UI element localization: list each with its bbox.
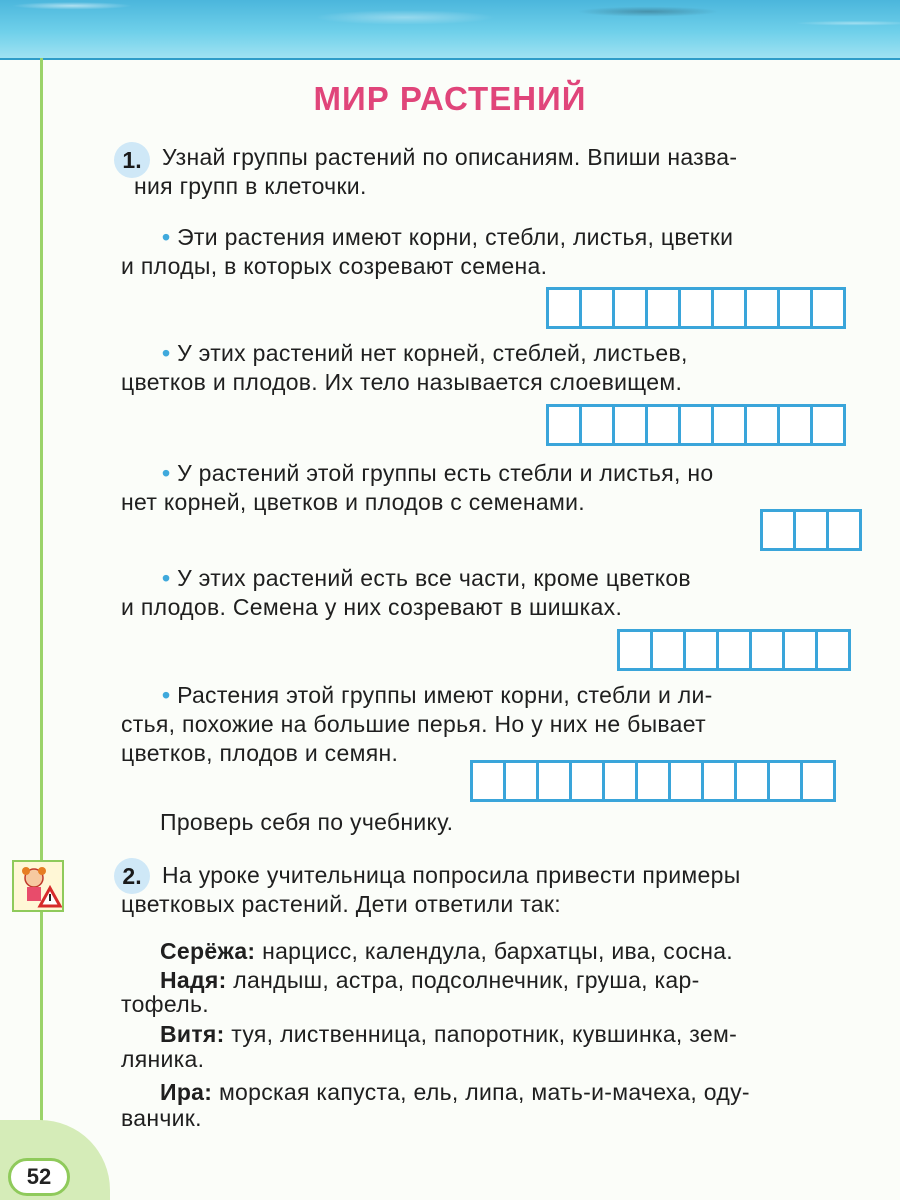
answer-cell[interactable] — [767, 763, 800, 799]
answer-text: морская капуста, ель, липа, мать-и-мачеха, оду- — [218, 1079, 750, 1105]
answer-cell[interactable] — [793, 512, 826, 548]
answer-text: ландыш, астра, подсолнечник, груша, кар- — [233, 967, 700, 993]
answer-text: туя, лиственница, папоротник, кувшинка, зем- — [231, 1021, 738, 1047]
answer-cell[interactable] — [650, 632, 683, 668]
bullet-icon: • — [162, 460, 171, 486]
answer-cell[interactable] — [549, 290, 579, 326]
answer-cell[interactable] — [602, 763, 635, 799]
description-4-line2: и плодов. Семена у них созревают в шишках. — [121, 594, 623, 620]
answer-seryozha — [160, 937, 733, 966]
bullet-icon: • — [162, 340, 171, 366]
description-3-line2: нет корней, цветков и плодов с семенами. — [121, 489, 585, 515]
task-1-number: 1. — [114, 142, 150, 178]
answer-cells-4[interactable] — [617, 629, 851, 671]
task-1-prompt-line1: Узнай группы растений по описаниям. Впиши назва- — [162, 144, 738, 170]
answer-cells-5[interactable] — [470, 760, 836, 802]
answer-cell[interactable] — [744, 407, 777, 443]
answer-cell[interactable] — [612, 407, 645, 443]
answer-cells-2[interactable] — [546, 404, 846, 446]
answer-cell[interactable] — [777, 407, 810, 443]
answer-cell[interactable] — [734, 763, 767, 799]
answer-cell[interactable] — [549, 407, 579, 443]
description-3-text: У растений этой группы есть стебли и листья, но — [177, 460, 714, 486]
task-2-prompt-line2: цветковых растений. Дети ответили так: — [121, 891, 561, 917]
answer-cell[interactable] — [763, 512, 793, 548]
description-5-line1 — [162, 681, 713, 710]
answer-cell[interactable] — [645, 407, 678, 443]
answer-cell[interactable] — [711, 290, 744, 326]
description-1-line2: и плоды, в которых созревают семена. — [121, 253, 548, 279]
answer-cell[interactable] — [744, 290, 777, 326]
answer-cell[interactable] — [826, 512, 859, 548]
answer-vitya-line2: ляника. — [121, 1046, 205, 1072]
header-banner — [0, 0, 900, 60]
description-1-text: Эти растения имеют корни, стебли, листья, цветки — [177, 224, 734, 250]
answer-cell[interactable] — [701, 763, 734, 799]
margin-line — [40, 58, 43, 1168]
bullet-icon: • — [162, 565, 171, 591]
answer-nadya-line2: тофель. — [121, 991, 209, 1017]
answer-cell[interactable] — [749, 632, 782, 668]
answer-cell[interactable] — [579, 407, 612, 443]
answer-cell[interactable] — [711, 407, 744, 443]
child-name: Серёжа: — [160, 938, 256, 964]
girl-warning-icon — [12, 860, 64, 912]
child-name: Надя: — [160, 967, 227, 993]
answer-cell[interactable] — [777, 290, 810, 326]
task-2-prompt-line1: На уроке учительница попросила привести примеры — [162, 862, 741, 888]
answer-cell[interactable] — [810, 407, 843, 443]
answer-cell[interactable] — [668, 763, 701, 799]
answer-cell[interactable] — [678, 407, 711, 443]
answer-cell[interactable] — [473, 763, 503, 799]
answer-ira-line2: ванчик. — [121, 1105, 202, 1131]
answer-cell[interactable] — [815, 632, 848, 668]
page-title: МИР РАСТЕНИЙ — [313, 80, 587, 117]
answer-cell[interactable] — [579, 290, 612, 326]
child-name: Ира: — [160, 1079, 213, 1105]
description-4-line1 — [162, 564, 691, 593]
answer-cell[interactable] — [645, 290, 678, 326]
answer-cell[interactable] — [635, 763, 668, 799]
answer-cells-1[interactable] — [546, 287, 846, 329]
answer-cell[interactable] — [782, 632, 815, 668]
description-2-line2: цветков и плодов. Их тело называется слоевищем. — [121, 369, 683, 395]
answer-cell[interactable] — [716, 632, 749, 668]
description-2-line1 — [162, 339, 688, 368]
answer-vitya — [160, 1020, 737, 1049]
description-4-text: У этих растений есть все части, кроме цветков — [177, 565, 691, 591]
description-1-line1 — [162, 223, 733, 252]
answer-cell[interactable] — [683, 632, 716, 668]
answer-text: нарцисс, календула, бархатцы, ива, сосна. — [262, 938, 733, 964]
answer-cells-3[interactable] — [760, 509, 862, 551]
answer-cell[interactable] — [612, 290, 645, 326]
bullet-icon: • — [162, 682, 171, 708]
answer-cell[interactable] — [536, 763, 569, 799]
answer-cell[interactable] — [569, 763, 602, 799]
answer-cell[interactable] — [800, 763, 833, 799]
description-5-text: Растения этой группы имеют корни, стебли и ли- — [177, 682, 713, 708]
description-5-line3: цветков, плодов и семян. — [121, 740, 399, 766]
answer-nadya — [160, 966, 700, 995]
description-5-line2: стья, похожие на большие перья. Но у них не бывает — [121, 711, 706, 737]
answer-cell[interactable] — [620, 632, 650, 668]
check-note: Проверь себя по учебнику. — [160, 809, 454, 835]
answer-ira — [160, 1078, 750, 1107]
task-2-number: 2. — [114, 858, 150, 894]
answer-cell[interactable] — [810, 290, 843, 326]
child-name: Витя: — [160, 1021, 225, 1047]
answer-cell[interactable] — [503, 763, 536, 799]
description-2-text: У этих растений нет корней, стеблей, листьев, — [177, 340, 688, 366]
answer-cell[interactable] — [678, 290, 711, 326]
description-3-line1 — [162, 459, 713, 488]
page-number: 52 — [8, 1158, 70, 1196]
bullet-icon: • — [162, 224, 171, 250]
task-1-prompt-line2: ния групп в клеточки. — [134, 173, 367, 199]
